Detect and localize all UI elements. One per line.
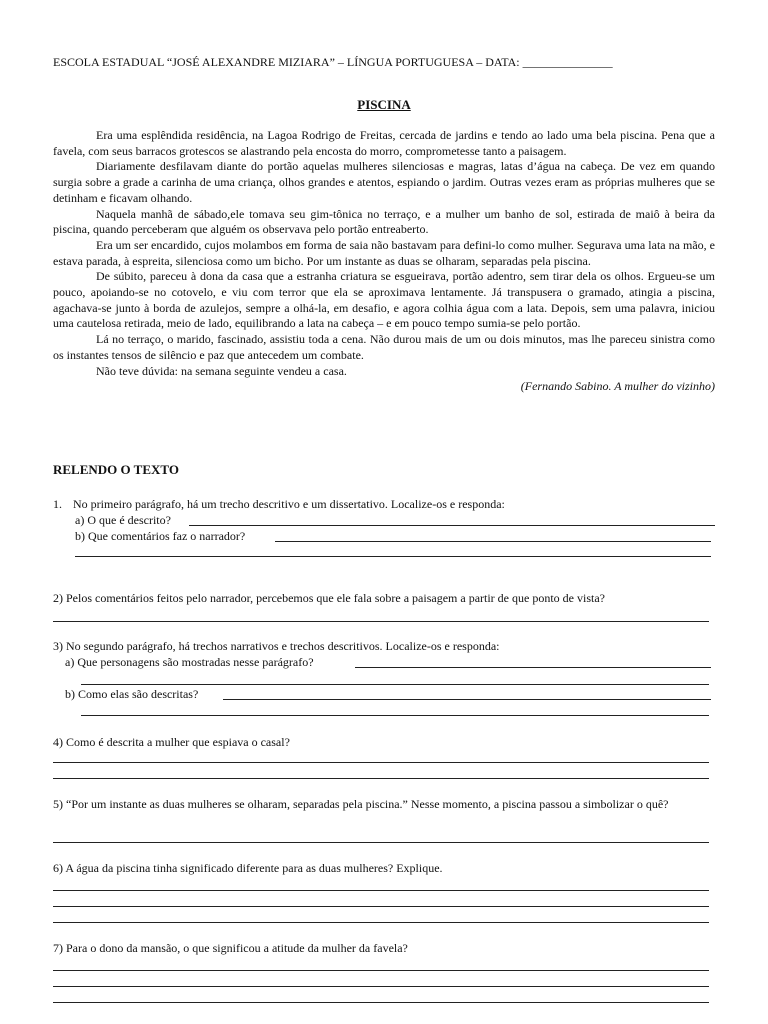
answer-line-7b[interactable] (53, 986, 709, 987)
question-4: 4) Como é descrita a mulher que espiava o casal? (53, 735, 290, 749)
question-3b-label: b) Como elas são descritas? (65, 687, 199, 701)
question-7: 7) Para o dono da mansão, o que significou a atitude da mulher da favela? (53, 941, 408, 955)
section-title: RELENDO O TEXTO (53, 462, 179, 477)
answer-line-6c[interactable] (53, 922, 709, 923)
question-1-text: No primeiro parágrafo, há um trecho descritivo e um dissertativo. Localize-os e responda: (73, 497, 505, 511)
paragraph-7: Não teve dúvida: na semana seguinte vendeu a casa. (96, 363, 347, 378)
worksheet-page (53, 0, 715, 1024)
author-credit: (Fernando Sabino. A mulher do vizinho) (520, 379, 715, 394)
answer-line-6b[interactable] (53, 906, 709, 907)
answer-line-3d[interactable] (81, 715, 709, 716)
question-2: 2) Pelos comentários feitos pelo narrador, percebemos que ele fala sobre a paisagem a partir de que ponto de vista? (53, 591, 605, 605)
answer-line-3c[interactable] (223, 699, 711, 700)
question-1 (53, 496, 715, 512)
answer-line-3a[interactable] (355, 667, 711, 668)
question-3a-label: a) Que personagens são mostradas nesse parágrafo? (65, 655, 314, 669)
answer-line-4a[interactable] (53, 762, 709, 763)
answer-line-4b[interactable] (53, 778, 709, 779)
answer-line-1c[interactable] (75, 556, 711, 557)
question-1-number: 1. (53, 497, 62, 511)
answer-line-7c[interactable] (53, 1002, 709, 1003)
answer-line-7a[interactable] (53, 970, 709, 971)
answer-line-1b[interactable] (275, 541, 711, 542)
question-3: 3) No segundo parágrafo, há trechos narrativos e trechos descritivos. Localize-os e responda: (53, 639, 500, 653)
paragraph-3: Naquela manhã de sábado,ele tomava seu gim-tônica no terraço, e a mulher um banho de sol, estirada de maiô à beira da piscina, quando perceberam que alguém os observava pelo portão entreaberto. (53, 206, 715, 237)
question-1b-label: b) Que comentários faz o narrador? (75, 529, 246, 543)
school-header: ESCOLA ESTADUAL “JOSÉ ALEXANDRE MIZIARA” – LÍNGUA PORTUGUESA – DATA: _______________ (53, 55, 613, 69)
paragraph-1: Era uma esplêndida residência, na Lagoa Rodrigo de Freitas, cercada de jardins e tendo ao lado uma bela piscina. Pena que a favela, com seus barracos grotescos se alastrando pela encosta do morro, comprometesse tanto a paisagem. (53, 128, 715, 158)
answer-line-5[interactable] (53, 842, 709, 843)
question-1a-label: a) O que é descrito? (75, 513, 171, 527)
paragraph-2: Diariamente desfilavam diante do portão aquelas mulheres silenciosas e magras, latas d’água na cabeça. De vez em quando surgia sobre a grade a carinha de uma criança, olhos grandes e atentos, espiando o jardim. Outras vezes eram as próprias mulheres que se detinham e ficavam olhando. (53, 159, 715, 205)
answer-line-2[interactable] (53, 621, 709, 622)
paragraph-4: Era um ser encardido, cujos molambos em forma de saia não bastavam para defini-lo como mulher. Segurava uma lata na mão, e estava parada, à espreita, silenciosa como um bicho. Por um instante as duas se olharam, separadas pela piscina. (53, 237, 715, 268)
question-5: 5) “Por um instante as duas mulheres se olharam, separadas pela piscina.” Nesse momento, a piscina passou a simbolizar o quê? (53, 797, 669, 811)
answer-line-3b[interactable] (81, 684, 709, 685)
answer-line-6a[interactable] (53, 890, 709, 891)
answer-line-1a[interactable] (189, 525, 715, 526)
paragraph-6: Lá no terraço, o marido, fascinado, assistiu toda a cena. Não durou mais de um ou dois minutos, mas lhe pareceu sinistra como os instantes tensos de silêncio e paz que antecedem um combate. (53, 332, 715, 362)
question-6: 6) A água da piscina tinha significado diferente para as duas mulheres? Explique. (53, 861, 443, 875)
paragraph-5: De súbito, pareceu à dona da casa que a estranha criatura se esgueirava, portão adentro, sem tirar dela os olhos. Ergueu-se um pouco, apoiando-se no cotovelo, e viu com terror que ela se aproximava lentamente. Já transpusera o gramado, atingia a piscina, agachava-se junto à borda de azulejos, sempre a olhá-la, em desafio, e agora colhia água com a lata. Depois, sem uma palavra, iniciou uma cautelosa retirada, meio de lado, equilibrando a lata na cabeça – e em pouco tempo sumia-se pelo portão. (53, 269, 715, 331)
story-text (53, 128, 715, 395)
text-title: PISCINA (357, 97, 411, 112)
